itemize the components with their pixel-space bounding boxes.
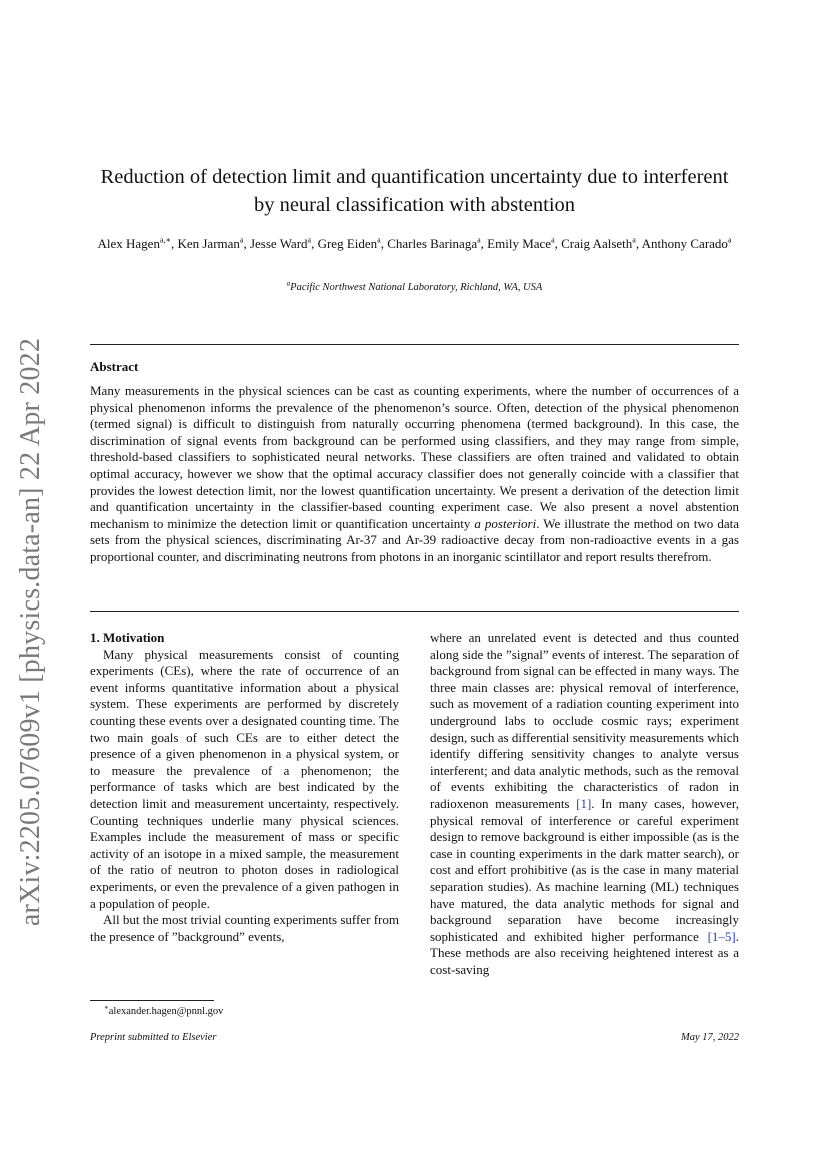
footnote-mark: ∗ [104, 1003, 109, 1012]
author-affiliation-mark: a [727, 235, 732, 245]
affiliation-text: Pacific Northwest National Laboratory, Richland, WA, USA [290, 282, 543, 293]
right-column [430, 630, 739, 978]
author-affiliation-mark: a [307, 235, 312, 245]
author-affiliation-mark: a [632, 235, 636, 245]
abstract-emphasis: a posteriori [474, 515, 537, 531]
footnote-rule [90, 1000, 214, 1001]
abstract-text-part: . We illustrate the method on two data sets from the physical sciences, discriminating Ar-37 and Ar-39 radioactive decay from non-radioactive events in a gas proportional counter, and discriminating neutrons from photons in an inorganic scintillator and report results therefrom. [90, 515, 739, 564]
author-separator: , [554, 236, 562, 251]
footer-date: May 17, 2022 [680, 1032, 739, 1043]
author-name: Jesse Ward [249, 236, 308, 251]
abstract-heading: Abstract [90, 359, 139, 374]
footer-preprint: Preprint submitted to Elsevier [90, 1032, 217, 1043]
author-list [90, 235, 739, 253]
author-affiliation-mark: a [551, 235, 555, 245]
affiliation [90, 279, 739, 293]
author-separator: , [311, 236, 318, 251]
author-separator: , [170, 236, 178, 251]
arxiv-stamp [6, 0, 56, 1171]
abstract-text [90, 383, 739, 566]
affiliation-mark: a [286, 279, 291, 288]
paragraph-text: . In many cases, however, physical removal of interference or careful experiment design to remove background is either impossible (as is the case in counting experiments in the dark matter search), or cost and effort prohibitive (as is the case in many material separation studies). As machine learning (ML) techniques have matured, the data analytic methods for signal and background separation have become increasingly sophisticated and exhibited higher performance [430, 795, 739, 944]
author-name: Emily Mace [487, 236, 552, 251]
footnote [104, 1003, 224, 1017]
author-name: Craig Aalseth [561, 236, 633, 251]
author-separator: , [480, 236, 488, 251]
arxiv-id: arXiv:2205.07609v1 [physics.data-an] 22 Apr 2022 [15, 337, 46, 927]
author-name: Greg Eiden [317, 236, 378, 251]
author-name: Ken Jarman [177, 236, 240, 251]
author-name: Anthony Carado [641, 236, 728, 251]
paragraph: Many physical measurements consist of counting experiments (CEs), where the rate of occurrence of an event informs quantitative information about a physical system. These experiments are performed by discretely counting these events over a designated counting time. The two main goals of such CEs are to either detect the presence of a given phenomenon in a physical system, or to measure the prevalence of a phenomenon; the performance of tasks which are best indicated by the detection limit and measurement uncertainty, respectively. Counting techniques underlie many physical sciences. Examples include the measurement of mass or specific activity of an isotope in a mixed sample, the measurement of the ratio of neutron to photon doses in radiological experiments, or even the prevalence of a given pathogen in a population of people. [90, 646, 399, 911]
paragraph [430, 630, 739, 978]
paragraph-text: . These methods are also receiving heightened interest as a cost-saving [430, 928, 739, 977]
author-separator: , [635, 236, 642, 251]
author-affiliation-mark: a [239, 235, 244, 245]
abstract-text-part: Many measurements in the physical sciences can be cast as counting experiments, where the number of occurrences of a physical phenomenon informs the prevalence of the phenomenon’s source. Often, detection of the physical phenomenon (termed signal) is difficult to distinguish from naturally occurring phenomena (termed background). In this case, the discrimination of signal events from background can be performed using classifiers, and they may range from simple, threshold-based classifiers to sophisticated neural networks. These classifiers are often trained and validated to obtain optimal accuracy, however we show that the optimal accuracy classifier does not generally coincide with a classifier that provides the lowest detection limit, nor the lowest quantification uncertainty. We present a derivation of the detection limit and quantification uncertainty in the classifier-based counting experiment case. We also present a novel abstention mechanism to minimize the detection limit or quantification uncertainty [90, 383, 739, 531]
paper-title: Reduction of detection limit and quantification uncertainty due to interferent by neural classification with abstention [100, 166, 729, 216]
citation-link[interactable]: [1–5] [707, 928, 736, 944]
citation-link[interactable]: [1] [576, 795, 592, 811]
left-column [90, 630, 399, 945]
paragraph-text: where an unrelated event is detected and thus counted along side the ”signal” events of interest. The separation of background from signal can be effected in many ways. The three main classes are: physical removal of interference, such as movement of a radiation counting experiment into underground labs to occlude cosmic rays; experiment design, such as differential sensitivity measurements which identify differing sensitivity changes to analyte versus interferent; and data analytic methods, such as the removal of events exhibiting the characteristics of radon in radioxenon measurements [430, 630, 739, 811]
footnote-email[interactable]: alexander.hagen@pnnl.gov [108, 1006, 224, 1017]
abstract-top-rule [90, 344, 739, 345]
author-affiliation-mark: a [377, 235, 381, 245]
section-heading: 1. Motivation [90, 630, 165, 645]
author-affiliation-mark: a [477, 235, 481, 245]
author-separator: , [380, 236, 388, 251]
paragraph: All but the most trivial counting experiments suffer from the presence of ”background” events, [90, 912, 399, 944]
author-separator: , [243, 236, 250, 251]
author-name: Alex Hagen [97, 236, 160, 251]
abstract-bottom-rule [90, 611, 739, 612]
author-name: Charles Barinaga [387, 236, 478, 251]
author-affiliation-mark: a,∗ [159, 235, 171, 245]
